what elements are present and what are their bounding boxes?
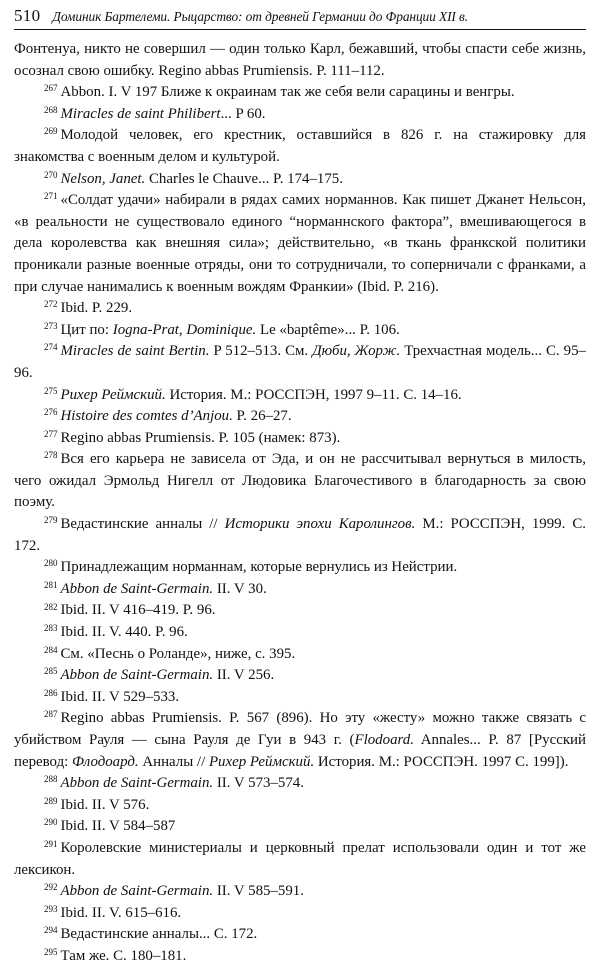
note-text: Regino abbas Prumiensis. P. 105 (намек: 873). xyxy=(60,429,341,446)
note-text: Там же. С. 180–181. xyxy=(60,947,187,964)
footnote-269 xyxy=(14,125,586,168)
footnote-number: 278 xyxy=(44,450,58,461)
footnote-271 xyxy=(14,190,586,298)
footnote-number: 281 xyxy=(44,579,58,590)
note-text: Ведастинские анналы // xyxy=(60,516,225,533)
footnote-290 xyxy=(14,816,586,838)
footnote-number: 289 xyxy=(44,795,58,806)
note-text: История. М.: РОССПЭН. 1997 С. 199]). xyxy=(314,753,569,770)
footnote-number: 270 xyxy=(44,169,58,180)
footnote-274 xyxy=(14,341,586,384)
footnote-number: 295 xyxy=(44,947,58,957)
note-text: Трехчастная модель... С. 95–96. xyxy=(14,343,586,381)
footnote-285 xyxy=(14,665,586,687)
footnote-number: 280 xyxy=(44,558,58,569)
footnote-268 xyxy=(14,104,586,126)
note-text: II. V 256. xyxy=(213,667,275,684)
footnote-294 xyxy=(14,924,586,946)
note-text: Annales... P. 87 [Русский перевод: xyxy=(14,732,586,770)
note-text: Молодой человек, его крестник, оставшийся в 826 г. на стажировку для знакомства с военным делом и культурой. xyxy=(14,127,586,165)
footnote-288 xyxy=(14,773,586,795)
footnote-279 xyxy=(14,514,586,557)
footnote-number: 267 xyxy=(44,83,58,94)
italic-citation: Iogna-Prat, Dominique. xyxy=(112,321,257,338)
footnote-number: 284 xyxy=(44,644,58,655)
footnote-273 xyxy=(14,320,586,342)
note-text: Принадлежащим норманнам, которые вернулись из Нейстрии. xyxy=(60,559,458,576)
italic-citation: Рихер Реймский. xyxy=(208,753,315,770)
footnote-number: 292 xyxy=(44,882,58,893)
note-text: Королевские министериалы и церковный прелат использовали один и тот же лексикон. xyxy=(14,839,586,878)
note-text: P. 26–27. xyxy=(232,408,292,425)
note-text: Ibid. II. V 416–419. P. 96. xyxy=(60,602,216,619)
italic-citation: Дюби, Жорж. xyxy=(312,343,401,360)
page-number: 510 xyxy=(14,6,41,25)
note-text: P 512–513. См. xyxy=(209,343,313,360)
italic-citation: Flodoard. xyxy=(354,732,414,748)
note-text: Ibid. II. V 584–587 xyxy=(60,818,176,835)
book-page xyxy=(14,6,586,968)
footnote-number: 271 xyxy=(44,191,58,202)
note-text: Ibid. II. V. 440. P. 96. xyxy=(60,624,188,641)
footnote-number: 276 xyxy=(44,407,58,418)
note-text: Цит по: xyxy=(60,321,113,338)
italic-citation: Miracles de saint Philibert xyxy=(60,105,221,122)
footnote-number: 291 xyxy=(44,839,58,850)
note-text: ... P 60. xyxy=(220,105,266,122)
note-text: Вся его карьера не зависела от Эда, и он не рассчитывал вернуться в милость, чего ожидал Эрмольд Нигелл от Людовика Благочестивого в благодарность за свою поэму. xyxy=(14,451,586,511)
italic-citation: Рихер Реймский. xyxy=(60,386,166,403)
italic-citation: Nelson, Janet. xyxy=(60,170,146,187)
footnote-291 xyxy=(14,838,586,881)
footnote-289 xyxy=(14,795,586,817)
italic-citation: Miracles de saint Bertin. xyxy=(60,343,210,360)
note-text: Анналы // xyxy=(138,753,209,770)
footnote-number: 277 xyxy=(44,428,58,439)
footnote-284 xyxy=(14,644,586,666)
footnote-number: 282 xyxy=(44,601,58,612)
footnote-283 xyxy=(14,622,586,644)
italic-citation: Историки эпохи Каролингов. xyxy=(224,516,416,533)
italic-citation: Флодоард. xyxy=(72,753,139,770)
footnote-number: 279 xyxy=(44,515,58,526)
footnote-number: 273 xyxy=(44,320,58,331)
footnote-293 xyxy=(14,903,586,925)
footnote-280 xyxy=(14,557,586,579)
footnote-292 xyxy=(14,881,586,903)
footnote-number: 269 xyxy=(44,126,58,137)
note-text: Ibid. P. 229. xyxy=(60,300,133,317)
note-text: Фонтенуа, никто не совершил — один только Карл, бежавший, чтобы спасти себе жизнь, осознал свою ошибку. Regino abbas Prumiensis. P. 111–112. xyxy=(14,41,586,79)
italic-citation: Abbon de Saint-Germain. xyxy=(60,883,214,900)
footnote-number: 293 xyxy=(44,903,58,914)
footnote-276 xyxy=(14,406,586,428)
footnote-number: 286 xyxy=(44,687,58,698)
footnote-number: 268 xyxy=(44,104,58,115)
note-text: Ibid. II. V. 615–616. xyxy=(60,904,182,921)
italic-citation: Abbon de Saint-Germain. xyxy=(60,775,214,792)
footnote-270 xyxy=(14,169,586,191)
note-text: Le «baptême»... P. 106. xyxy=(256,321,400,338)
italic-citation: Abbon de Saint-Germain. xyxy=(60,580,214,597)
footnote-number: 275 xyxy=(44,385,58,396)
footnote-267 xyxy=(14,82,586,104)
footnote-number: 287 xyxy=(44,709,58,720)
note-text: II. V 585–591. xyxy=(213,883,304,900)
note-text: Charles le Chauve... P. 174–175. xyxy=(145,170,343,187)
endnotes-list xyxy=(14,39,586,968)
footnote-277 xyxy=(14,428,586,450)
footnote-number: 285 xyxy=(44,666,58,677)
note-continuation xyxy=(14,39,586,82)
footnote-number: 283 xyxy=(44,623,58,634)
note-text: Regino abbas Prumiensis. P. 567 (896). Но эту «жесту» можно также связать с убийством Рауля — сына Рауля де Гуи в 943 г. ( xyxy=(14,710,586,748)
italic-citation: Histoire des comtes d’Anjou. xyxy=(60,408,233,425)
footnote-number: 290 xyxy=(44,817,58,828)
footnote-295 xyxy=(14,946,586,968)
footnote-number: 288 xyxy=(44,774,58,785)
footnote-number: 274 xyxy=(44,342,58,353)
footnote-281 xyxy=(14,579,586,601)
footnote-number: 294 xyxy=(44,925,58,936)
note-text: «Солдат удачи» набирали в рядах самих норманнов. Как пишет Джанет Нельсон, «в реальности не существовало единого “норманнского фактора”, вмешивающегося в дела королевства как внешняя сила»; действительно, «в ткань франкской политики проникали разные военные отряды, они то сотрудничали, то соперничали с франками, а при случае нанимались к военным вождям Франкии» (Ibid. P. 216). xyxy=(14,192,586,295)
footnote-275 xyxy=(14,385,586,407)
note-text: История. М.: РОССПЭН, 1997 9–11. С. 14–16. xyxy=(165,386,462,403)
footnote-272 xyxy=(14,298,586,320)
footnote-number: 272 xyxy=(44,299,58,310)
note-text: Abbon. I. V 197 Ближе к окраинам так же себя вели сарацины и венгры. xyxy=(60,84,515,101)
running-title: Доминик Бартелеми. Рыцарство: от древней Германии до Франции XII в. xyxy=(52,9,469,24)
note-text: II. V 573–574. xyxy=(213,775,304,792)
footnote-282 xyxy=(14,600,586,622)
footnote-278 xyxy=(14,449,586,514)
note-text: М.: РОССПЭН, 1999. С. 172. xyxy=(14,516,587,554)
italic-citation: Abbon de Saint-Germain. xyxy=(60,667,214,684)
footnote-287 xyxy=(14,708,586,773)
note-text: См. «Песнь о Роланде», ниже, с. 395. xyxy=(60,645,296,662)
note-text: Ведастинские анналы... С. 172. xyxy=(60,926,258,943)
footnote-286 xyxy=(14,687,586,709)
note-text: Ibid. II. V 576. xyxy=(60,796,150,813)
note-text: II. V 30. xyxy=(213,580,267,597)
page-header xyxy=(14,6,586,30)
note-text: Ibid. II. V 529–533. xyxy=(60,688,180,705)
